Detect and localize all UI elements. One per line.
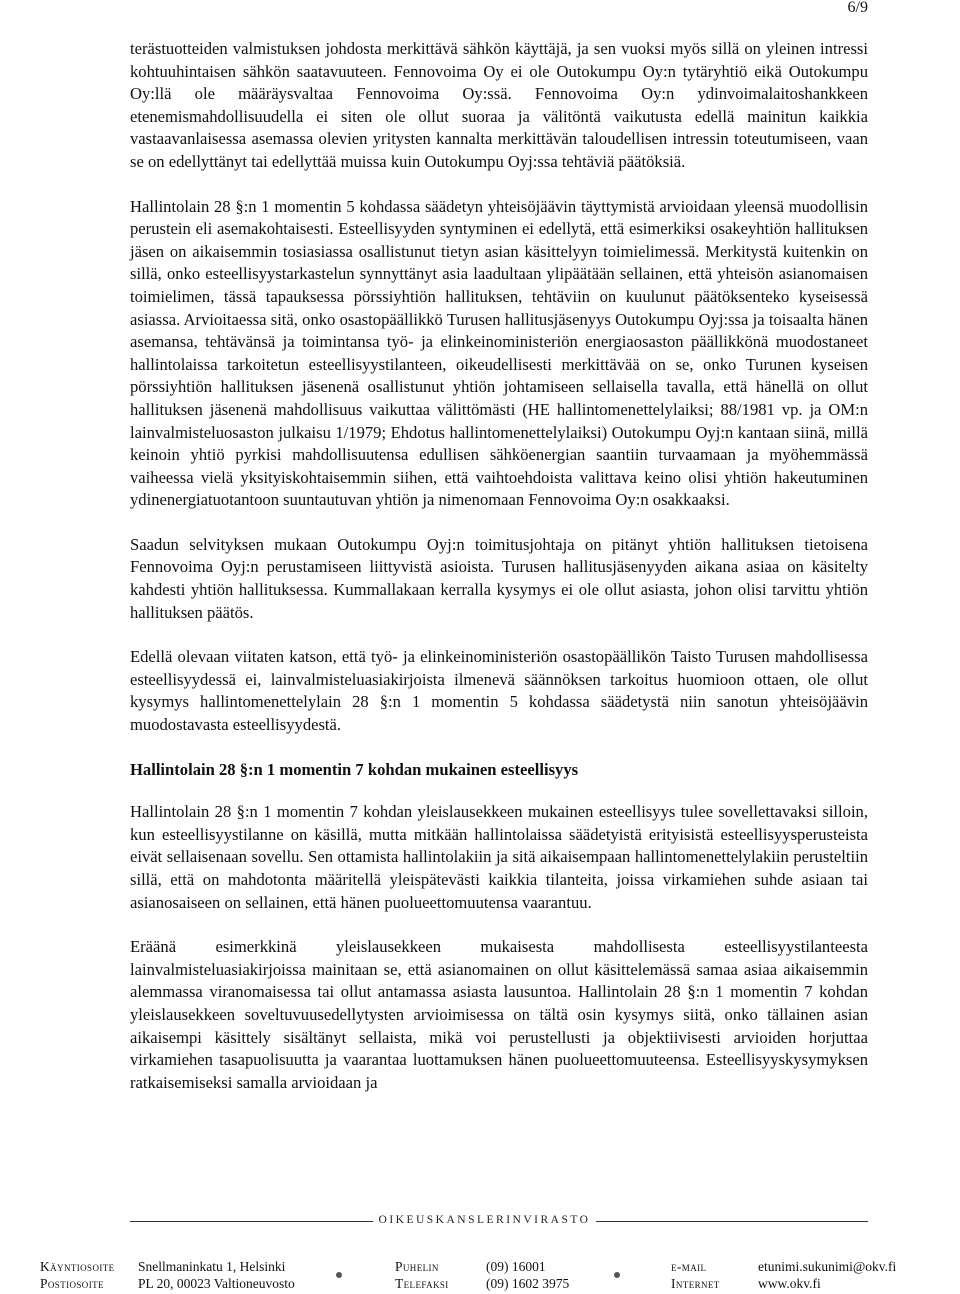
fax-label: Telefaksi	[395, 1276, 449, 1291]
paragraph-4: Edellä olevaan viitaten katson, että työ- ja elinkeinoministeriön osastopäällikön Taisto Turusen mahdollisessa esteellisyydessä ei, lainvalmisteluasiakirjoista ilmenevä säännöksen tarkoitus huomioon ottaen, ole ollut kysymys hallintomenettelylain 28 §:n 1 momentin 5 kohdassa säädetystä niin sanotun yhteisöjäävin muodostavasta esteellisyydestä.	[130, 647, 868, 735]
phone-value: (09) 16001	[486, 1259, 546, 1274]
paragraph-1: terästuotteiden valmistuksen johdosta merkittävä sähkön käyttäjä, ja sen vuoksi myös sillä on yleinen intressi kohtuuhintaisen sähkön saatavuuteen. Fennovoima Oy ei ole Outokumpu Oy:n tytäryhtiö eikä Outokumpu Oy:llä ole määräysvaltaa Fennovoima Oy:ssä. Fennovoima Oy:n ydinvoimalaitoshankkeen etenemismahdollisuudella ei siten ole ollut suoraa ja välitöntä vaikutusta edellä mainitun kaikkia vastaavanlaisessa asemassa olevien yritysten kannalta merkittävän taloudellisen intressin toteutumiseen, vaan se on edellyttänyt tai edellyttää muissa kuin Outokumpu Oyj:ssa tehtäviä päätöksiä.	[130, 39, 868, 171]
fax-value: (09) 1602 3975	[486, 1276, 570, 1291]
section-heading: Hallintolain 28 §:n 1 momentin 7 kohdan mukainen esteellisyys	[130, 759, 579, 779]
footer-org-name: OIKEUSKANSLERINVIRASTO	[378, 1214, 591, 1226]
email-value[interactable]: etunimi.sukunimi@okv.fi	[758, 1259, 897, 1274]
web-value[interactable]: www.okv.fi	[758, 1276, 821, 1291]
page-number: 6/9	[847, 0, 868, 16]
footer-divider-left	[130, 1221, 373, 1222]
post-address-value: PL 20, 00023 Valtioneuvosto	[138, 1276, 295, 1291]
phone-label: Puhelin	[395, 1259, 439, 1274]
footer-divider-right	[596, 1221, 868, 1222]
paragraph-2: Hallintolain 28 §:n 1 momentin 5 kohdassa säädetyn yhteisöjäävin täyttymistä arvioidaan yleensä muodollisin perustein eli asemakohtaisesti. Esteellisyyden syntyminen ei edellytä, että esimerkiksi osakeyhtiön hallituksen jäsen on aikaisemmin tosiasiassa osallistunut tietyn asian käsittelyyn toimielimessä. Merkitystä kuitenkin on sillä, onko esteellisyystarkastelun synnyttänyt asia laadultaan ylipäätään sellainen, että yhteisön asianomaisen toimielimen, tässä tapauksessa pörssiyhtiön hallituksen, tehtäviin on kuulunut päätöksenteko kyseisessä asiassa. Arvioitaessa sitä, onko osastopäällikkö Turusen hallitusjäsenyys Outokumpu Oyj:ssa ja toisaalta hänen asemansa, tehtävänsä ja toimintansa työ- ja elinkeinoministeriön energiaosaston päällikkönä muodostaneet hallintolaissa tarkoitetun esteellisyystilanteen, oikeudellisesti merkittävää on se, onko Turunen kyseisen pörssiyhtiön hallituksen jäsenenä osallistunut yhtiön johtamiseen sellaisella tavalla, että hänellä on ollut hallituksen jäsenenä mahdollisuus vaikuttaa välittömästi (HE hallintomenettelylaiksi; 88/1981 vp. ja OM:n lainvalmisteluosaston julkaisu 1/1979; Ehdotus hallintomenettelylaiksi) Outokumpu Oyj:n kantaan siinä, millä keinoin yhtiö pyrkisi mahdollisuutensa edullisen sähköenergian saantiin turvaamaan ja myöhemmässä vaiheessa vielä yksityiskohtaisemmin siihen, että vaihtoehdoista valittava keino olisi yhtiön hakeutuminen ydinenergiatuotantoon suuntautuvan yhtiön ja nimenomaan Fennovoima Oy:n osakkaaksi.	[130, 196, 868, 510]
footer-contact	[40, 1258, 920, 1294]
visit-address-label: Käyntiosoite	[40, 1259, 115, 1274]
document-body	[130, 38, 868, 1116]
paragraph-6: Eräänä esimerkkinä yleislausekkeen mukaisesta mahdollisesta esteellisyystilanteesta lainvalmisteluasiakirjoissa mainitaan se, että asianomainen on ollut käsittelemässä samaa asiaa aikaisemmin alemmassa viranomaisessa tai ollut antamassa asiasta lausuntoa. Hallintolain 28 §:n 1 momentin 7 kohdan yleislausekkeen soveltuvuusedellytysten arvioimisessa on tältä osin kysymys siitä, onko tällainen asian aikaisempi käsittely sisältänyt sellaista, mikä voi perustellusti ja objektiivisesti arvioiden horjuttaa virkamiehen tasapuolisuutta ja vaarantaa luottamuksen hänen puolueettomuuteensa. Esteellisyyskysymyksen ratkaisemiseksi samalla arvioidaan ja	[130, 937, 868, 1092]
email-label: e-mail	[671, 1259, 707, 1274]
visit-address-value: Snellmaninkatu 1, Helsinki	[138, 1259, 286, 1274]
bullet-dot-icon	[336, 1272, 342, 1278]
post-address-label: Postiosoite	[40, 1276, 104, 1291]
paragraph-5: Hallintolain 28 §:n 1 momentin 7 kohdan yleislausekkeen mukainen esteellisyys tulee sovellettavaksi silloin, kun esteellisyystilanne on käsillä, mutta mitkään hallintolaissa säädetyistä erityisistä esteellisyysperusteista eivät sellaisenaan sovellu. Sen ottamista hallintolakiin ja sitä aikaisempaan hallintomenettelylakiin perusteltiin sillä, että on mahdotonta määritellä yleispätevästi kaikkia tilanteita, joissa virkamiehen suhde asiaan tai asianosaiseen on sellainen, että hänen puolueettomuutensa vaarantuu.	[130, 802, 868, 912]
web-label: Internet	[671, 1276, 720, 1291]
paragraph-3: Saadun selvityksen mukaan Outokumpu Oyj:n toimitusjohtaja on pitänyt yhtiön hallituksen tietoisena Fennovoima Oyj:n perustamiseen liittyvistä asioista. Turusen hallitusjäsenyyden aikana asiaa on käsitelty kahdesti yhtiön hallituksessa. Kummallakaan kerralla kysymys ei ole ollut asiasta, johon olisi tarvittu yhtiön hallituksen päätös.	[130, 534, 868, 622]
bullet-dot-icon	[614, 1272, 620, 1278]
